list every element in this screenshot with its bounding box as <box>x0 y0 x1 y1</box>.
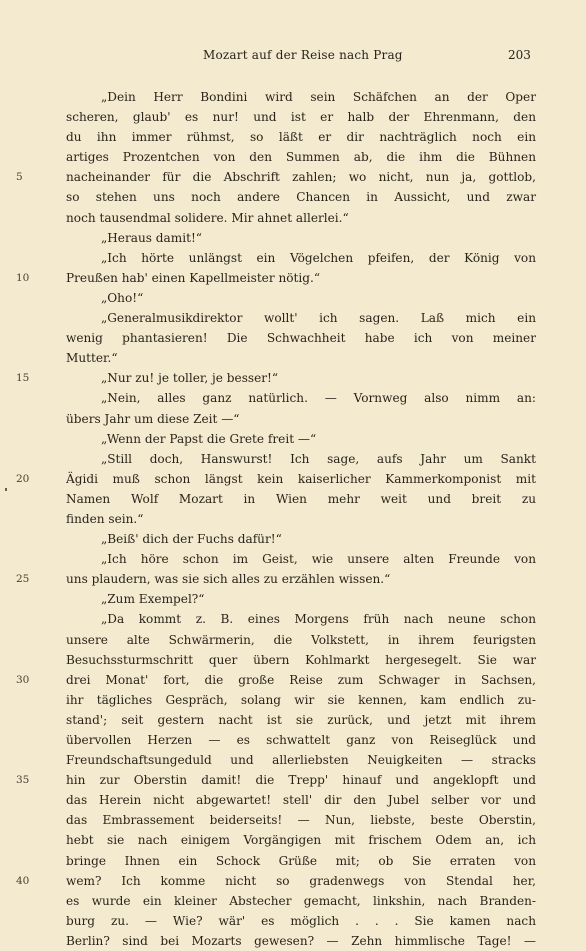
line-text: „Da kommt z. B. eines Morgens früh nach neune schon <box>101 612 536 627</box>
line-text: hin zur Oberstin damit! die Trepp' hinauf und angeklopft und <box>66 773 536 788</box>
line-text: „Beiß' dich der Fuchs dafür!“ <box>101 532 282 547</box>
line-text: artiges Prozentchen von den Summen ab, die ihm die Bühnen <box>66 150 536 165</box>
line-text: „Generalmusikdirektor wollt' ich sagen. Laß mich ein <box>101 311 536 326</box>
text-line <box>0 730 586 750</box>
text-line <box>0 670 586 690</box>
text-line <box>0 147 586 167</box>
text-line <box>0 489 586 509</box>
line-number: 5 <box>16 171 23 184</box>
text-line <box>0 288 586 308</box>
text-line <box>0 167 586 187</box>
line-text: Berlin? sind bei Mozarts gewesen? — Zehn himmlische Tage! — <box>66 933 536 948</box>
line-text: „Wenn der Papst die Grete freit —“ <box>101 431 317 446</box>
text-line <box>0 790 586 810</box>
line-number: 25 <box>16 573 30 586</box>
line-text: übervollen Herzen — es schwattelt ganz von Reiseglück und <box>66 733 536 747</box>
text-line <box>0 851 586 871</box>
text-line <box>0 268 586 288</box>
line-text: Ägidi muß schon längst kein kaiserlicher Kammerkomponist mit <box>66 471 536 486</box>
text-line <box>0 871 586 891</box>
line-number: 40 <box>16 874 30 887</box>
line-text: Namen Wolf Mozart in Wien mehr weit und breit zu <box>66 491 536 506</box>
line-number: 35 <box>16 774 30 787</box>
text-line <box>0 348 586 368</box>
line-text: „Ich höre schon im Geist, wie unsere alten Freunde von <box>101 552 536 567</box>
text-line <box>0 589 586 609</box>
line-text: burg zu. — Wie? wär' es möglich . . . Sie kamen nach <box>66 913 536 928</box>
line-text: hebt sie nach einigem Vorgängigen mit frischem Odem an, ich <box>66 833 536 848</box>
text-line <box>0 187 586 207</box>
line-text: so stehen uns noch andere Chancen in Aussicht, und zwar <box>66 190 536 205</box>
text-line <box>0 569 586 589</box>
text-line <box>0 328 586 348</box>
text-line <box>0 127 586 147</box>
line-text: „Zum Exempel?“ <box>101 592 205 607</box>
line-text: noch tausendmal solidere. Mir ahnet allerlei.“ <box>66 210 349 225</box>
line-text: das Herein nicht abgewartet! stell' dir den Jubel selber vor und <box>66 793 536 808</box>
line-text: finden sein.“ <box>66 511 144 526</box>
line-text: bringe Ihnen ein Schock Grüße mit; ob Sie erraten von <box>66 853 536 868</box>
line-text: Freundschaftsungeduld und allerliebsten Neuigkeiten — stracks <box>66 753 536 768</box>
text-line <box>0 770 586 790</box>
line-text: „Nur zu! je toller, je besser!“ <box>101 371 279 386</box>
line-number: 30 <box>16 673 30 686</box>
line-text: ihr tägliches Gespräch, solang wir sie kennen, kam endlich zu- <box>66 692 536 707</box>
line-text: „Oho!“ <box>101 290 144 305</box>
text-line <box>0 830 586 850</box>
text-line <box>0 409 586 429</box>
text-line <box>0 810 586 830</box>
line-text: „Dein Herr Bondini wird sein Schäfchen an der Oper <box>101 90 536 104</box>
text-line <box>0 208 586 228</box>
line-text: „Nein, alles ganz natürlich. — Vornweg also nimm an: <box>101 391 536 406</box>
text-line <box>0 388 586 408</box>
text-line <box>0 529 586 549</box>
line-text: du ihn immer rühmst, so läßt er dir nachträglich noch ein <box>66 130 536 145</box>
text-body <box>0 87 586 951</box>
text-line <box>0 650 586 670</box>
text-line <box>0 549 586 569</box>
line-text: wenig phantasieren! Die Schwachheit habe ich von meiner <box>66 331 536 346</box>
page-number: 203 <box>508 48 531 62</box>
line-text: „Heraus damit!“ <box>101 230 202 245</box>
line-text: „Ich hörte unlängst ein Vögelchen pfeifen, der König von <box>101 250 536 265</box>
line-text: wem? Ich komme nicht so gradenwegs von Stendal her, <box>66 873 536 888</box>
text-line <box>0 248 586 268</box>
line-text: nacheinander für die Abschrift zahlen; wo nicht, nun ja, gottlob, <box>66 170 536 185</box>
line-text: übers Jahr um diese Zeit —“ <box>66 411 240 426</box>
text-line <box>0 87 586 107</box>
text-line <box>0 308 586 328</box>
text-line <box>0 891 586 911</box>
line-text: unsere alte Schwärmerin, die Volkstett, in ihrem feurigsten <box>66 632 536 647</box>
text-line <box>0 228 586 248</box>
running-title: Mozart auf der Reise nach Prag <box>203 48 403 62</box>
line-text: drei Monat' fort, die große Reise zum Schwager in Sachsen, <box>66 672 536 687</box>
text-line <box>0 509 586 529</box>
line-text: Besuchssturmschritt quer übern Kohlmarkt hergesegelt. Sie war <box>66 652 536 667</box>
line-number: 10 <box>16 271 30 284</box>
line-text: uns plaudern, was sie sich alles zu erzählen wissen.“ <box>66 572 391 587</box>
text-line <box>0 630 586 650</box>
text-line <box>0 931 586 951</box>
line-text: es wurde ein kleiner Abstecher gemacht, linkshin, nach Branden- <box>66 893 536 908</box>
line-text: stand'; seit gestern nacht ist sie zurück, und jetzt mit ihrem <box>66 712 536 727</box>
text-line <box>0 911 586 931</box>
line-text: Mutter.“ <box>66 351 118 366</box>
text-line <box>0 710 586 730</box>
text-line <box>0 107 586 127</box>
line-text: scheren, glaub' es nur! und ist er halb der Ehrenmann, den <box>66 110 536 125</box>
line-number: 20 <box>16 472 30 485</box>
text-line <box>0 690 586 710</box>
text-line <box>0 469 586 489</box>
line-number: 15 <box>16 372 30 385</box>
text-line <box>0 449 586 469</box>
text-line <box>0 609 586 629</box>
line-text: das Embrassement beiderseits! — Nun, liebste, beste Oberstin, <box>66 813 536 828</box>
text-line <box>0 368 586 388</box>
text-line <box>0 750 586 770</box>
text-line <box>0 429 586 449</box>
line-text: „Still doch, Hanswurst! Ich sage, aufs Jahr um Sankt <box>101 451 536 466</box>
line-text: Preußen hab' einen Kapellmeister nötig.“ <box>66 270 321 285</box>
